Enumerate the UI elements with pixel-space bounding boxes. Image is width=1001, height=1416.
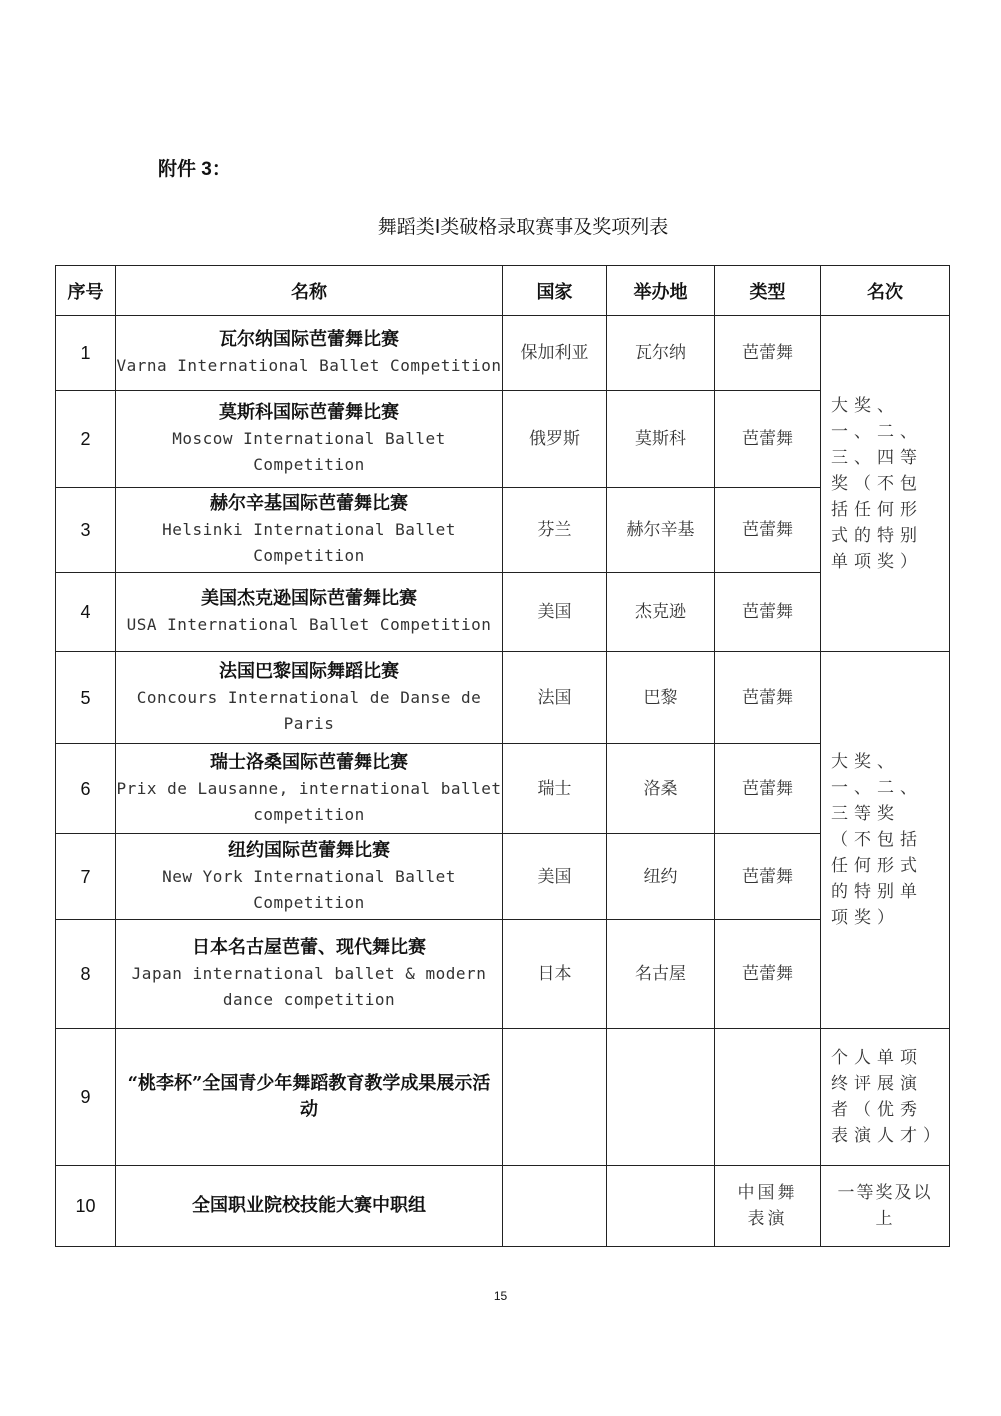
name-cn: 瓦尔纳国际芭蕾舞比赛 xyxy=(219,329,399,350)
row-no: 4 xyxy=(56,573,116,652)
row-name xyxy=(116,1166,503,1247)
row-country: 美国 xyxy=(503,834,607,920)
table-row xyxy=(56,573,950,652)
table-row xyxy=(56,1029,950,1166)
row-name xyxy=(116,316,503,391)
name-en: Helsinki International Ballet Competition xyxy=(162,520,456,565)
row-country: 美国 xyxy=(503,573,607,652)
row-city: 巴黎 xyxy=(607,652,715,744)
row-type: 芭蕾舞 xyxy=(715,316,821,391)
header-name: 名称 xyxy=(116,266,503,316)
row-city xyxy=(607,1166,715,1247)
table-row xyxy=(56,316,950,391)
row-type: 芭蕾舞 xyxy=(715,744,821,834)
name-cn: 莫斯科国际芭蕾舞比赛 xyxy=(219,402,399,423)
row-type xyxy=(715,1029,821,1166)
table-row xyxy=(56,391,950,488)
row-award: 一等奖及以上 xyxy=(821,1166,950,1247)
row-type: 芭蕾舞 xyxy=(715,652,821,744)
header-city: 举办地 xyxy=(607,266,715,316)
row-name xyxy=(116,652,503,744)
row-name xyxy=(116,573,503,652)
table-row xyxy=(56,488,950,573)
table-row xyxy=(56,1166,950,1247)
row-city: 纽约 xyxy=(607,834,715,920)
header-type: 类型 xyxy=(715,266,821,316)
row-name xyxy=(116,488,503,573)
row-country xyxy=(503,1029,607,1166)
name-en: Moscow International Ballet Competition xyxy=(172,429,446,474)
row-no: 2 xyxy=(56,391,116,488)
header-country: 国家 xyxy=(503,266,607,316)
row-type: 芭蕾舞 xyxy=(715,391,821,488)
competition-table xyxy=(55,265,950,1247)
row-name xyxy=(116,744,503,834)
table-row xyxy=(56,744,950,834)
document-title: 舞蹈类Ⅰ类破格录取赛事及奖项列表 xyxy=(377,217,669,238)
row-country: 保加利亚 xyxy=(503,316,607,391)
row-no: 5 xyxy=(56,652,116,744)
row-country: 俄罗斯 xyxy=(503,391,607,488)
row-no: 6 xyxy=(56,744,116,834)
row-city: 赫尔辛基 xyxy=(607,488,715,573)
name-cn: 瑞士洛桑国际芭蕾舞比赛 xyxy=(210,751,408,773)
row-country: 法国 xyxy=(503,652,607,744)
row-country xyxy=(503,1166,607,1247)
name-en: New York International Ballet Competition xyxy=(162,866,456,912)
row-country: 瑞士 xyxy=(503,744,607,834)
table-row xyxy=(56,920,950,1029)
name-cn: “桃李杯”全国青少年舞蹈教育教学成果展示活动 xyxy=(127,1073,491,1120)
table-header-row xyxy=(56,266,950,316)
row-no: 7 xyxy=(56,834,116,920)
row-city: 莫斯科 xyxy=(607,391,715,488)
row-country: 日本 xyxy=(503,920,607,1029)
row-type: 芭蕾舞 xyxy=(715,573,821,652)
row-city: 杰克逊 xyxy=(607,573,715,652)
page-number: 15 xyxy=(493,1289,508,1303)
row-city: 名古屋 xyxy=(607,920,715,1029)
name-cn: 美国杰克逊国际芭蕾舞比赛 xyxy=(201,588,417,609)
row-name xyxy=(116,1029,503,1166)
row-award: 个人单项终评展演者（优秀表演人才） xyxy=(821,1029,950,1166)
row-no: 10 xyxy=(56,1166,116,1247)
table-row xyxy=(56,834,950,920)
attachment-label: 附件 3： xyxy=(158,159,231,180)
name-cn: 日本名古屋芭蕾、现代舞比赛 xyxy=(192,937,426,958)
name-en: Prix de Lausanne, international ballet competition xyxy=(116,778,502,824)
row-name xyxy=(116,834,503,920)
award-group-1: 大奖、一、二、三、四等奖（不包括任何形式的特别单项奖） xyxy=(821,316,950,652)
row-no: 3 xyxy=(56,488,116,573)
header-award: 名次 xyxy=(821,266,950,316)
table-row xyxy=(56,652,950,744)
row-no: 9 xyxy=(56,1029,116,1166)
name-cn: 赫尔辛基国际芭蕾舞比赛 xyxy=(210,493,408,514)
row-type: 中国舞表演 xyxy=(715,1166,821,1247)
row-type: 芭蕾舞 xyxy=(715,488,821,573)
name-en: Varna International Ballet Competition xyxy=(116,356,502,375)
name-en: Japan international ballet & modern dance competition xyxy=(131,964,487,1009)
name-en: Concours International de Danse de Paris xyxy=(136,687,482,733)
row-type: 芭蕾舞 xyxy=(715,834,821,920)
row-country: 芬兰 xyxy=(503,488,607,573)
row-name xyxy=(116,920,503,1029)
header-no: 序号 xyxy=(56,266,116,316)
row-city xyxy=(607,1029,715,1166)
row-no: 8 xyxy=(56,920,116,1029)
row-name xyxy=(116,391,503,488)
name-cn: 法国巴黎国际舞蹈比赛 xyxy=(219,660,399,682)
name-cn: 全国职业院校技能大赛中职组 xyxy=(192,1195,426,1216)
name-cn: 纽约国际芭蕾舞比赛 xyxy=(228,839,390,861)
row-city: 洛桑 xyxy=(607,744,715,834)
award-group-2: 大奖、一、二、三等奖（不包括任何形式的特别单项奖） xyxy=(821,652,950,1029)
row-city: 瓦尔纳 xyxy=(607,316,715,391)
row-no: 1 xyxy=(56,316,116,391)
name-en: USA International Ballet Competition xyxy=(126,615,492,634)
row-type: 芭蕾舞 xyxy=(715,920,821,1029)
